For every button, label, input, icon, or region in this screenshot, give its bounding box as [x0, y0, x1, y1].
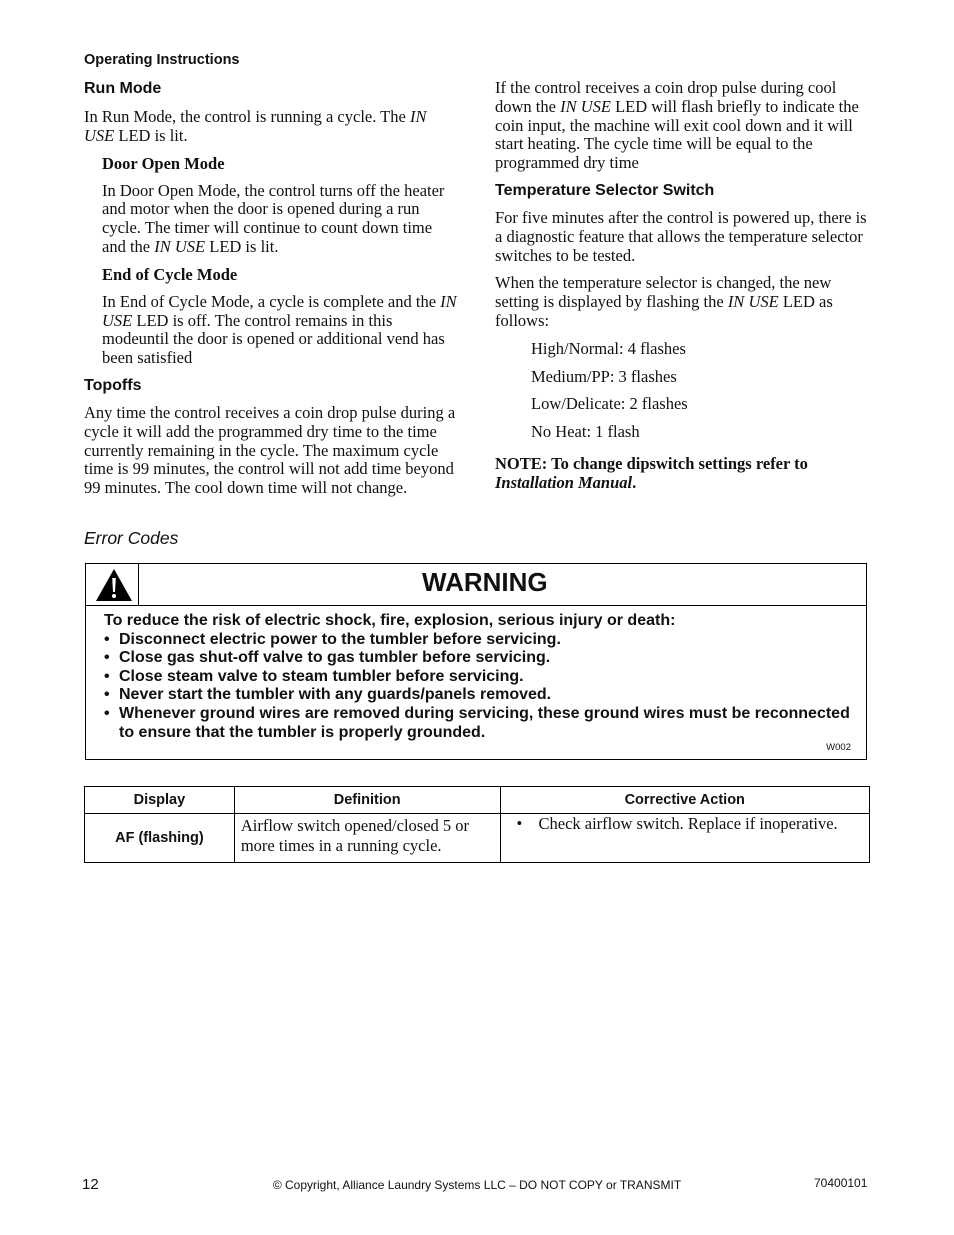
flash-list-item: High/Normal: 4 flashes — [531, 338, 686, 358]
cell-corrective-action: • Check airflow switch. Replace if inoperative. — [500, 814, 870, 863]
warning-title-rule — [86, 605, 866, 606]
door-open-heading: Door Open Mode — [102, 153, 225, 173]
header-definition: Definition — [234, 787, 500, 814]
topoffs-heading: Topoffs — [84, 376, 142, 394]
warning-item: • Disconnect electric power to the tumbler before servicing. — [104, 630, 561, 648]
error-code-table — [84, 786, 870, 863]
temp-switch-heading: Temperature Selector Switch — [495, 181, 715, 199]
warning-item: • Whenever ground wires are removed during servicing, these ground wires must be reconnected to ensure that the tumbler is properly grounded. — [104, 704, 850, 741]
right-column — [495, 79, 870, 493]
temp-switch-para1: For five minutes after the control is powered up, there is a diagnostic feature that allows the temperature selector switches to be tested. — [495, 207, 867, 265]
temp-switch-para2: When the temperature selector is changed, the new setting is displayed by flashing the IN USE LED as follows: — [495, 273, 833, 330]
cooldown-text: If the control receives a coin drop pulse during cool down the IN USE LED will flash briefly to indicate the coin input, the machine will exit cool down and it will start heating. The cycle time will be equal to the programmed dry time — [495, 78, 859, 173]
warning-body — [104, 612, 854, 742]
warning-box — [85, 563, 867, 760]
header-corrective-action: Corrective Action — [500, 787, 870, 814]
bullet-icon: • — [516, 814, 523, 833]
warning-code: W002 — [826, 742, 851, 753]
cell-display: AF (flashing) — [85, 814, 235, 863]
end-cycle-text: In End of Cycle Mode, a cycle is complete and the IN USE LED is off. The control remains in this modeuntil the door is opened or additional vend has been satisfied — [102, 291, 457, 368]
copyright-notice: © Copyright, Alliance Laundry Systems LLC – DO NOT COPY or TRANSMIT — [272, 1178, 682, 1192]
document-number: 70400101 — [814, 1176, 868, 1190]
warning-item: • Close gas shut-off valve to gas tumbler before servicing. — [104, 649, 551, 667]
end-cycle-heading: End of Cycle Mode — [102, 264, 238, 284]
warning-triangle-icon — [94, 567, 134, 603]
flash-list-item: No Heat: 1 flash — [531, 422, 640, 442]
page-number: 12 — [82, 1176, 99, 1193]
error-codes-heading: Error Codes — [84, 528, 179, 548]
warning-item: • Never start the tumbler with any guards/panels removed. — [104, 686, 552, 704]
table-row — [85, 814, 870, 863]
warning-item: • Close steam valve to steam tumbler before servicing. — [104, 667, 524, 685]
door-open-text: In Door Open Mode, the control turns off the heater and motor when the door is opened during a run cycle. The timer will continue to count down time and the IN USE LED is lit. — [102, 180, 445, 256]
warning-intro: To reduce the risk of electric shock, fire, explosion, serious injury or death: — [104, 612, 676, 629]
warning-icon-cell — [86, 564, 139, 606]
run-mode-text: In Run Mode, the control is running a cycle. The IN USE LED is lit. — [84, 107, 427, 145]
warning-title: WARNING — [422, 567, 548, 597]
flash-list-item: Medium/PP: 3 flashes — [531, 366, 677, 386]
run-mode-heading: Run Mode — [84, 80, 162, 97]
warning-list — [104, 631, 854, 743]
left-column — [84, 79, 459, 498]
dipswitch-note: NOTE: To change dipswitch settings refer to Installation Manual. — [495, 453, 808, 492]
header-display: Display — [85, 787, 235, 814]
cell-definition: Airflow switch opened/closed 5 or more times in a running cycle. — [234, 814, 500, 863]
flash-list-item: Low/Delicate: 2 flashes — [531, 394, 688, 414]
table-header-row — [85, 787, 870, 814]
section-header: Operating Instructions — [84, 52, 240, 68]
topoffs-text: Any time the control receives a coin drop pulse during a cycle it will add the programmed dry time to the time currently remaining in the cycle. The maximum cycle time is 99 minutes, the control will not add time beyond 99 minutes. The cool down time will not change. — [84, 402, 456, 498]
